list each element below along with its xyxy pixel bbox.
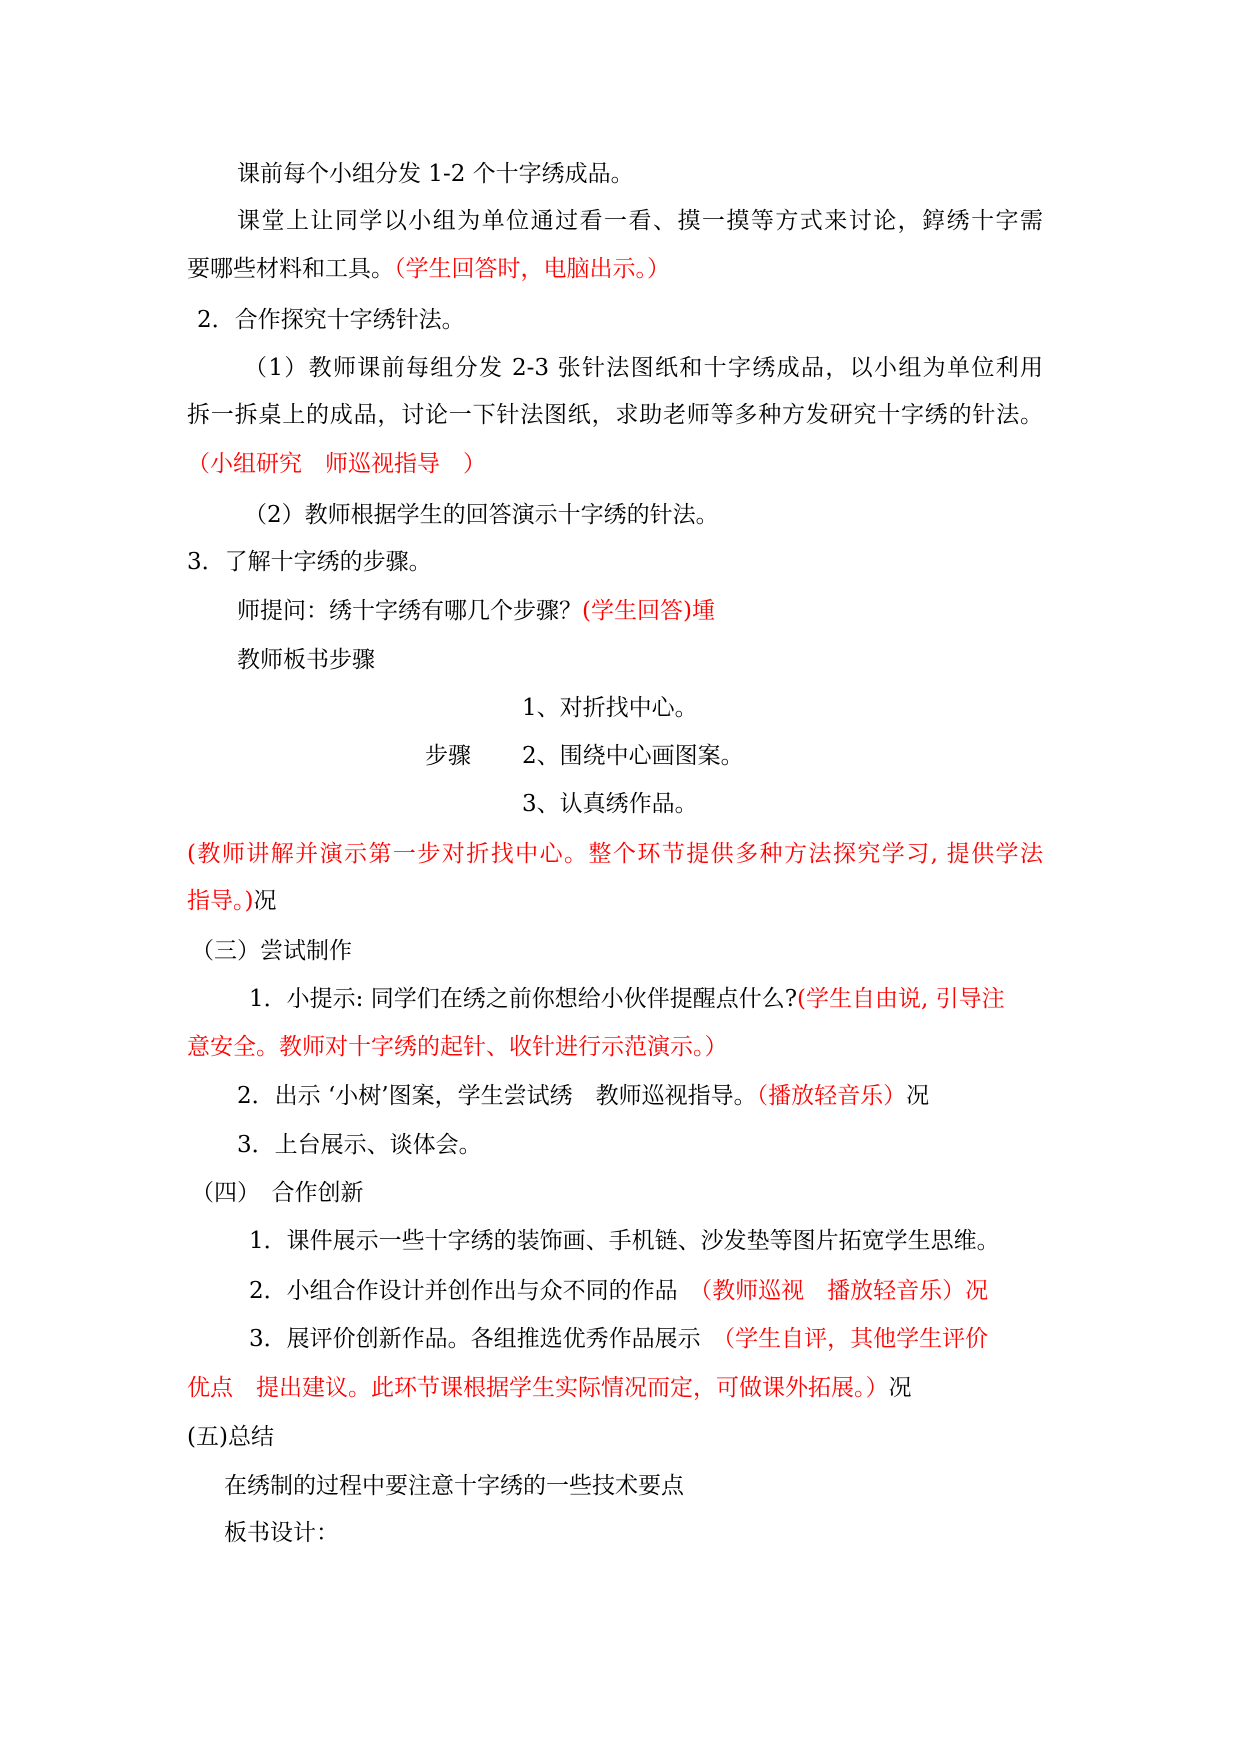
teacher-note: 意安全。教师对十字绣的起针、收针进行示范演示。）: [187, 1034, 728, 1060]
text-line-21: 2．小组合作设计并创作出与众不同的作品 （教师巡视 播放轻音乐）况: [249, 1278, 989, 1304]
teacher-note: 优点 提出建议。此环节课根据学生实际情况而定，可做课外拓展。）: [187, 1375, 889, 1401]
heading-summary: (五)总结: [187, 1424, 274, 1450]
text-line-18: 3．上台展示、谈体会。: [237, 1132, 482, 1158]
text-line-22: 3．展评价创新作品。各组推选优秀作品展示 （学生自评，其他学生评价: [249, 1326, 989, 1352]
text-line-13: 指导。)况: [187, 888, 277, 914]
text-line-10: 师提问：绣十字绣有哪几个步骤？(学生回答)堹: [237, 598, 715, 624]
teacher-note: （学生自评，其他学生评价: [723, 1326, 989, 1352]
teacher-note: （学生回答时，电脑出示。）: [394, 256, 670, 282]
text-line-3: 要哪些材料和工具。（学生回答时，电脑出示。）: [187, 256, 670, 282]
teacher-note: (学生回答)堹: [582, 598, 715, 624]
teacher-note: （小组研究 师巡视指导 ）: [187, 451, 486, 477]
text-line-1: 课前每个小组分发 1-2 个十字绣成品。: [237, 161, 634, 187]
text-line-23: 优点 提出建议。此环节课根据学生实际情况而定，可做课外拓展。）况: [187, 1375, 912, 1401]
board-step-3: 3、认真绣作品。: [522, 791, 698, 817]
board-steps-label: 步骤: [425, 743, 471, 769]
text-line-2: 课堂上让同学以小组为单位通过看一看、摸一摸等方式来讨论，錞绣十字需: [237, 208, 1043, 234]
text-line-5: （1）教师课前每组分发 2-3 张针法图纸和十字绣成品，以小组为单位利用: [244, 355, 1043, 381]
text-line-11: 教师板书步骤: [237, 647, 375, 673]
text-line-15: 1．小提示: 同学们在绣之前你想给小伙伴提醒点什么?(学生自由说, 引导注: [249, 986, 1005, 1012]
board-design-label: 板书设计：: [224, 1520, 339, 1546]
board-step-2: 2、围绕中心画图案。: [522, 743, 744, 769]
text-line-17: 2．出示 ‘小树’图案，学生尝试绣 教师巡视指导。（播放轻音乐）况: [237, 1083, 930, 1109]
text-line-25: 在绣制的过程中要注意十字绣的一些技术要点: [224, 1473, 684, 1499]
text-line-8: （2）教师根据学生的回答演示十字绣的针法。: [244, 502, 719, 528]
text-line-6: 拆一拆桌上的成品，讨论一下针法图纸，求助老师等多种方发研究十字绣的针法。: [187, 402, 1043, 428]
teacher-note: 指导。): [187, 888, 254, 914]
teacher-note: (教师讲解并演示第一步对折找中心。整个环节提供多种方法探究学习, 提供学法: [187, 841, 1043, 867]
teacher-note: （播放轻音乐）: [756, 1083, 907, 1109]
teacher-note: （教师巡视 播放轻音乐）: [700, 1278, 966, 1304]
heading-section-3: （三）尝试制作: [191, 938, 352, 964]
heading-section-4: （四） 合作创新: [191, 1180, 364, 1206]
heading-steps: 3．了解十字绣的步骤。: [187, 549, 432, 575]
text-line-20: 1．课件展示一些十字绣的装饰画、手机链、沙发垫等图片拓宽学生思维。: [249, 1228, 1000, 1254]
board-step-1: 1、对折找中心。: [522, 695, 698, 721]
heading-cross-stitch-method: 2．合作探究十字绣针法。: [197, 307, 465, 333]
teacher-note: (学生自由说, 引导注: [797, 986, 1005, 1012]
